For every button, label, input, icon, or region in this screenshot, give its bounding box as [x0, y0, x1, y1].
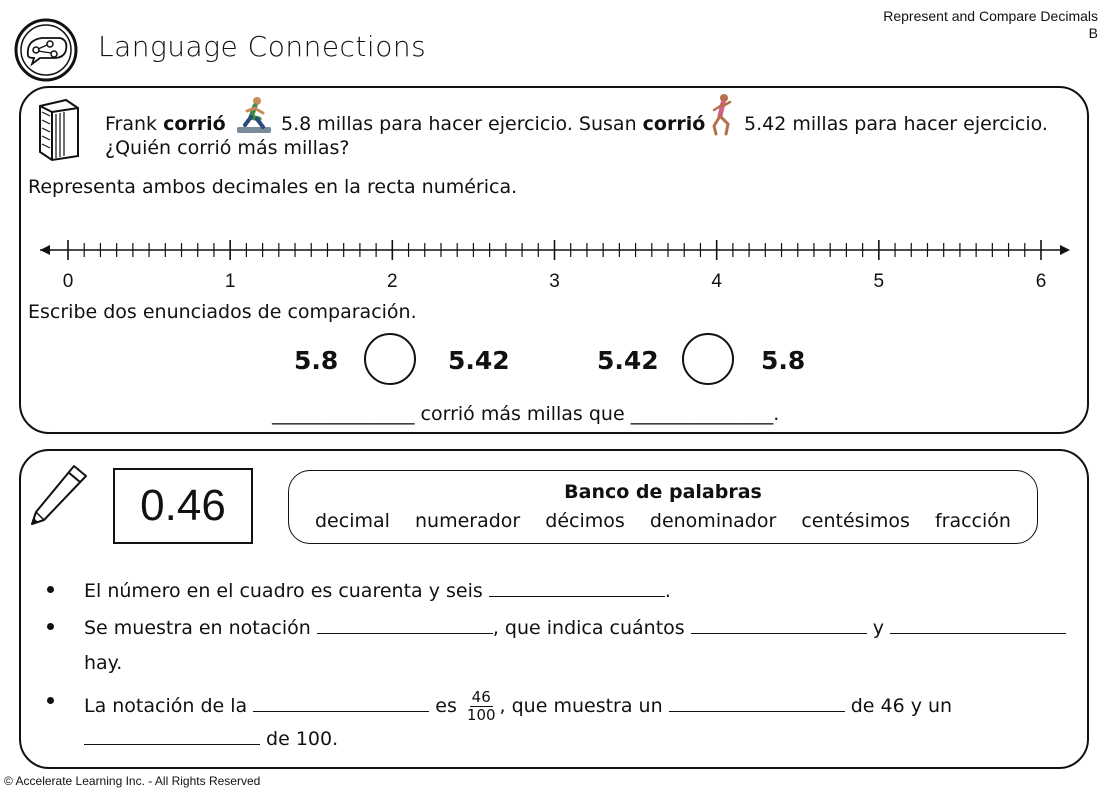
- fraction-numerator: 46: [471, 688, 491, 706]
- problem-text-2: 5.8 millas para hacer ejercicio. Susan: [281, 113, 643, 135]
- bullet-2-blank-2[interactable]: [691, 615, 867, 634]
- number-line-label: 6: [1035, 271, 1047, 292]
- comparison-1-symbol-circle[interactable]: [364, 333, 416, 385]
- boxed-number: 0.46: [113, 468, 253, 544]
- comparison-2-left: 5.42: [597, 346, 659, 375]
- word-bank-word: décimos: [545, 510, 625, 532]
- problem-question: ¿Quién corrió más millas?: [105, 137, 350, 159]
- word-bank-word: decimal: [315, 510, 390, 532]
- bullet-3: [84, 689, 952, 724]
- bullet-1: [84, 578, 671, 602]
- fraction-46-over-100: [467, 689, 496, 724]
- bullet-2-blank-1[interactable]: [317, 615, 493, 634]
- bullet-2-text-3: y: [872, 617, 885, 639]
- bullet-1-text: El número en el cuadro es cuarenta y seis: [84, 580, 483, 602]
- number-line-label: 0: [62, 271, 74, 292]
- sentence-blank-1[interactable]: _______________: [272, 403, 415, 425]
- bullet-3-text-3: , que muestra un: [499, 695, 663, 717]
- sentence-frame: [272, 403, 779, 425]
- runner-woman-icon: [706, 92, 738, 138]
- number-line-instruction: Representa ambos decimales en la recta numérica.: [28, 176, 518, 198]
- number-line-label: 1: [224, 271, 236, 292]
- bullet-3-line-2: [84, 726, 338, 750]
- problem-line-1b: [281, 113, 705, 135]
- word-bank-word: denominador: [649, 510, 777, 532]
- bullet-1-blank[interactable]: [489, 578, 665, 597]
- word-bank: [288, 470, 1038, 544]
- problem-line-1: [105, 113, 226, 135]
- book-icon: [34, 98, 84, 162]
- number-line[interactable]: [36, 232, 1076, 292]
- fraction-denominator: 100: [466, 706, 496, 724]
- bullet-dot: [47, 697, 54, 704]
- bullet-3-blank-3[interactable]: [84, 726, 260, 745]
- comparison-2-right: 5.8: [761, 346, 806, 375]
- word-bank-word: numerador: [414, 510, 521, 532]
- sentence-end: .: [773, 403, 780, 425]
- number-line-right-arrow: [1060, 245, 1070, 255]
- bullet-3-text-4: de 46 y un: [850, 695, 953, 717]
- sentence-middle: corrió más millas que: [414, 403, 631, 425]
- bullet-2-blank-3[interactable]: [890, 615, 1066, 634]
- comparison-1-right: 5.42: [448, 346, 510, 375]
- word-bank-word: fracción: [934, 510, 1011, 532]
- bullet-3-line-2-text: de 100.: [266, 728, 339, 750]
- bullet-dot: [47, 586, 54, 593]
- bullet-3-text-2: es: [435, 695, 457, 717]
- bullet-3-blank-2[interactable]: [669, 693, 845, 712]
- comparison-2-symbol-circle[interactable]: [682, 333, 734, 385]
- topic-header: [883, 8, 1098, 42]
- sentence-blank-2[interactable]: _______________: [630, 403, 774, 425]
- language-connections-icon: [14, 18, 78, 82]
- bullet-1-end: .: [664, 580, 671, 602]
- bullet-2-line-2: hay.: [84, 652, 123, 674]
- bullet-3-text-1: La notación de la: [84, 695, 248, 717]
- pencil-icon: [28, 462, 90, 528]
- word-bank-title: Banco de palabras: [564, 481, 762, 503]
- problem-text-3: 5.42 millas para hacer ejercicio.: [744, 113, 1048, 135]
- problem-bold-verb-2: corrió: [642, 113, 706, 135]
- bullet-2-text-2: , que indica cuántos: [492, 617, 685, 639]
- bullet-dot: [47, 623, 54, 630]
- problem-text-1: Frank: [105, 113, 164, 135]
- word-bank-words: [315, 510, 1011, 532]
- page-title: Language Connections: [98, 30, 427, 63]
- compare-instruction: Escribe dos enunciados de comparación.: [28, 301, 417, 323]
- number-line-label: 5: [873, 271, 885, 292]
- number-line-left-arrow: [40, 245, 50, 255]
- word-bank-word: centésimos: [801, 510, 910, 532]
- bullet-3-blank-1[interactable]: [253, 693, 429, 712]
- topic-version: B: [1088, 25, 1098, 41]
- bullet-2: [84, 615, 1066, 639]
- copyright-footer: © Accelerate Learning Inc. - All Rights Reserved: [4, 774, 261, 788]
- number-line-label: 4: [711, 271, 722, 292]
- bullet-2-text-1: Se muestra en notación: [84, 617, 311, 639]
- number-line-label: 2: [387, 271, 398, 292]
- topic-title: Represent and Compare Decimals: [883, 8, 1098, 24]
- runner-man-icon: [233, 95, 275, 137]
- problem-bold-verb-1: corrió: [163, 113, 226, 135]
- number-line-label: 3: [549, 271, 560, 292]
- comparison-1-left: 5.8: [294, 346, 339, 375]
